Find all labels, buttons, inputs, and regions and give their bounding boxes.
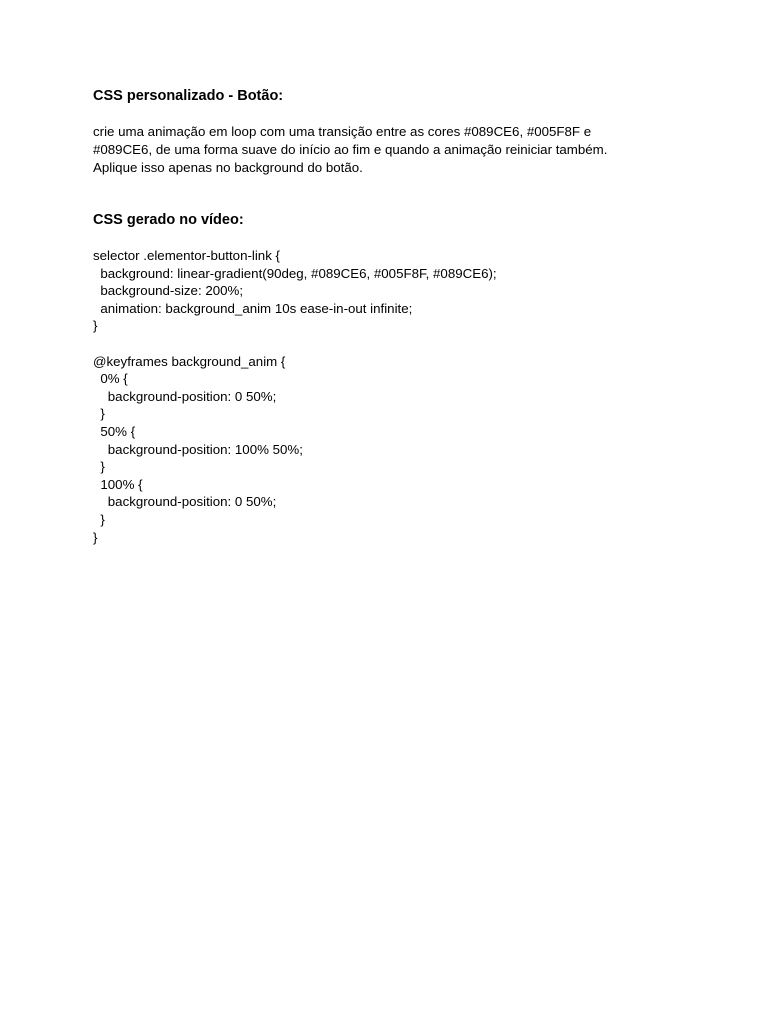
paragraph-line: crie uma animação em loop com uma transição entre as cores #089CE6, #005F8F e <box>93 124 592 139</box>
code-line: background-position: 100% 50%; <box>93 441 303 457</box>
paragraph-line: #089CE6, de uma forma suave do início ao fim e quando a animação reiniciar também. <box>93 141 608 157</box>
code-line: } <box>93 529 98 545</box>
code-line: 50% { <box>93 423 136 439</box>
code-line <box>93 335 497 353</box>
code-line: 100% { <box>93 476 143 492</box>
code-line: } <box>93 511 105 527</box>
code-line: } <box>93 318 98 334</box>
code-line: 0% { <box>93 371 128 387</box>
code-line: } <box>93 459 105 475</box>
code-line: background-size: 200%; <box>93 283 244 299</box>
code-line: @keyframes background_anim { <box>93 353 286 369</box>
code-line: background: linear-gradient(90deg, #089CE6, #005F8F, #089CE6); <box>93 265 497 281</box>
section-heading-generated-css: CSS gerado no vídeo: <box>93 212 244 228</box>
code-line: background-position: 0 50%; <box>93 388 277 404</box>
code-line: background-position: 0 50%; <box>93 494 277 510</box>
section-heading-custom-css: CSS personalizado - Botão: <box>93 88 284 104</box>
code-line: selector .elementor-button-link { <box>93 248 280 263</box>
css-code-block <box>93 247 497 546</box>
code-line: animation: background_anim 10s ease-in-out infinite; <box>93 300 413 316</box>
code-line: } <box>93 406 105 422</box>
paragraph-line: Aplique isso apenas no background do botão. <box>93 159 363 175</box>
instruction-paragraph <box>93 123 693 176</box>
